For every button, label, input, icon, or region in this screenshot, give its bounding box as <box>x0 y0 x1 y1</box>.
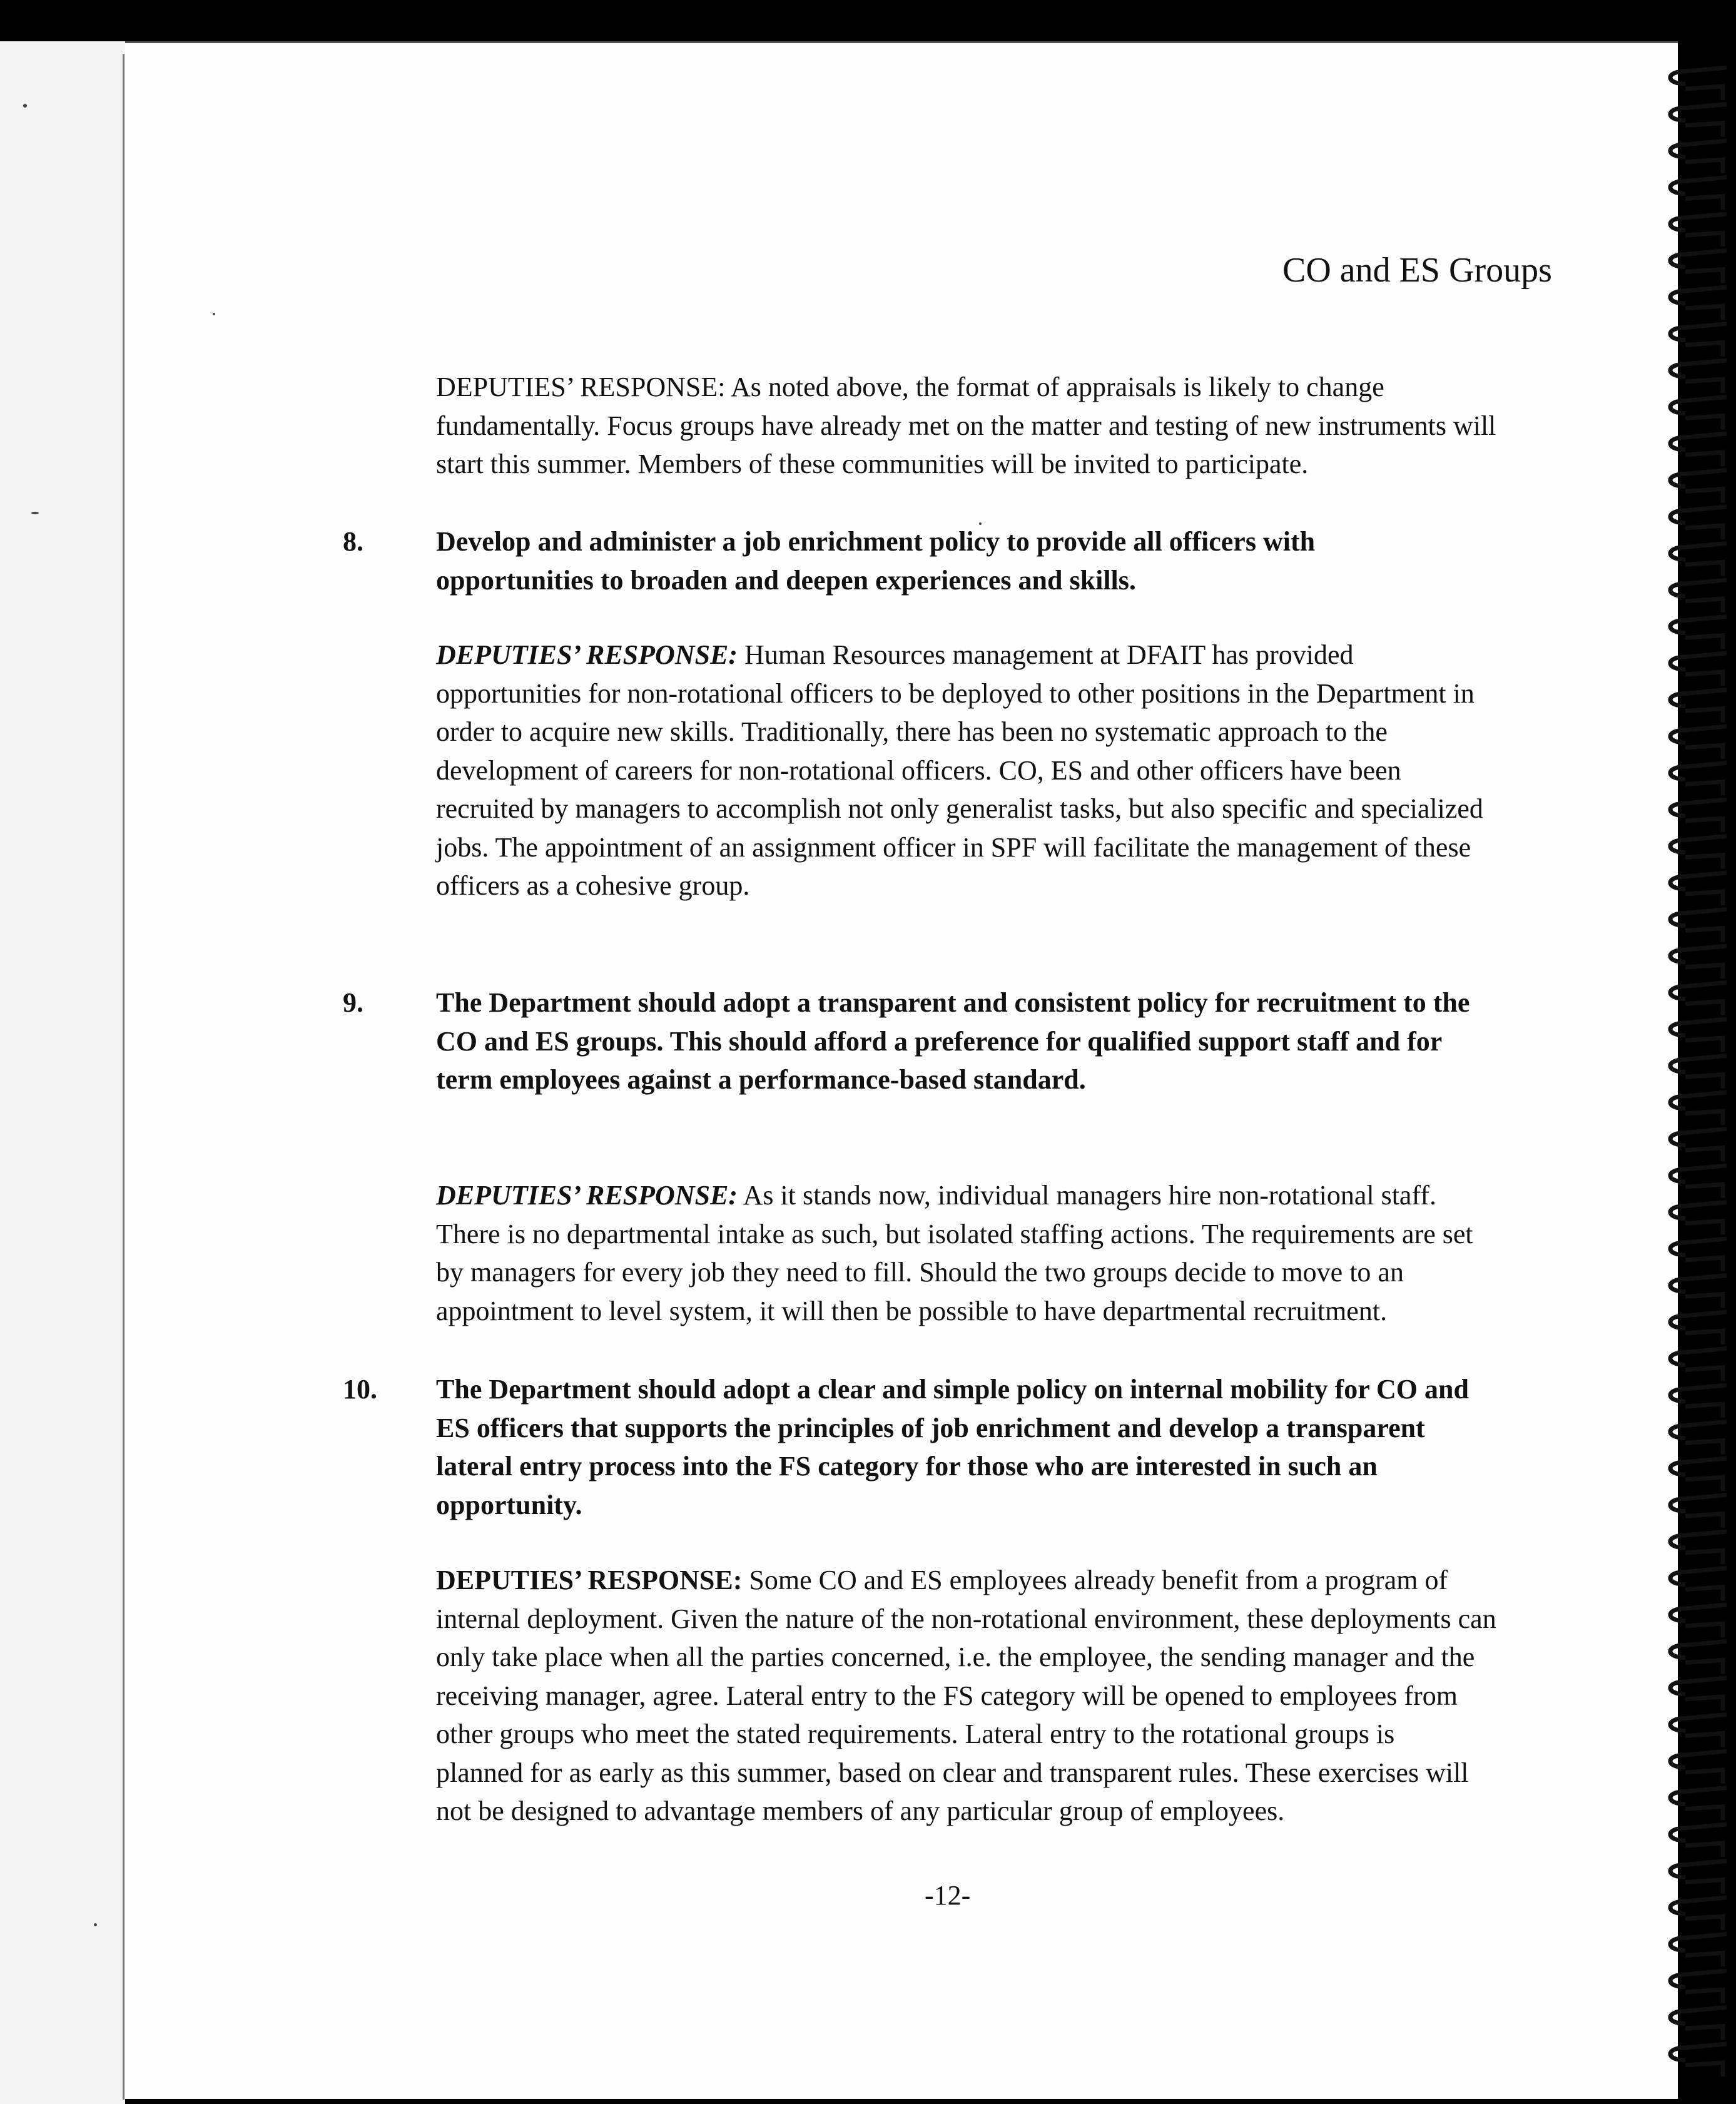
binding-coil <box>1670 287 1727 320</box>
binding-coil <box>1670 1166 1727 1198</box>
text-line: opportunities to broaden and deepen experiences and skills. <box>436 564 1136 596</box>
scan-speck <box>94 1923 97 1926</box>
binding-coil <box>1670 1715 1727 1747</box>
binding-coil <box>1670 360 1727 393</box>
spiral-binding-icon <box>1658 63 1736 2083</box>
response-lead: DEPUTIES’ RESPONSE: <box>436 372 726 402</box>
binding-coil <box>1670 470 1727 503</box>
binding-coil <box>1670 1019 1727 1052</box>
text-line: As noted above, the format of appraisals is likely to change <box>731 372 1384 402</box>
scan-speck <box>213 313 215 315</box>
binding-coil <box>1670 1605 1727 1637</box>
recommendation-number: 8. <box>343 526 363 557</box>
text-line: officers as a cohesive group. <box>436 870 750 901</box>
response-lead: DEPUTIES’ RESPONSE: <box>436 1565 743 1595</box>
binding-coil <box>1670 1532 1727 1564</box>
response-paragraph-2 <box>436 636 1640 905</box>
binding-coil <box>1670 2044 1727 2076</box>
text-line: jobs. The appointment of an assignment officer in SPF will facilitate the management of these <box>436 831 1471 863</box>
text-line: not be designed to advantage members of any particular group of employees. <box>436 1796 1285 1826</box>
text-line: other groups who meet the stated requirements. Lateral entry to the rotational groups is <box>436 1719 1395 1749</box>
binding-coil <box>1670 1458 1727 1491</box>
binding-coil <box>1670 726 1727 759</box>
text-line: ES officers that supports the principles of job enrichment and develop a transparent <box>436 1412 1425 1443</box>
recommendation-number: 9. <box>343 987 363 1018</box>
binding-coil <box>1670 434 1727 466</box>
binding-coil <box>1670 1678 1727 1710</box>
recommendation-number: 10. <box>343 1374 377 1405</box>
text-line: by managers for every job they need to fill. Should the two groups decide to move to an <box>436 1257 1404 1288</box>
text-line: fundamentally. Focus groups have already met on the matter and testing of new instruments will <box>436 410 1496 441</box>
recommendation-9 <box>436 983 1640 1099</box>
binding-coil <box>1670 1312 1727 1344</box>
text-line: There is no departmental intake as such, but isolated staffing actions. The requirements are set <box>436 1218 1473 1249</box>
scan-speck <box>979 522 982 525</box>
text-line: development of careers for non-rotational officers. CO, ES and other officers have been <box>436 755 1401 786</box>
binding-coil <box>1670 910 1727 942</box>
text-line: Develop and administer a job enrichment policy to provide all officers with <box>436 526 1316 557</box>
binding-coil <box>1670 1751 1727 1784</box>
binding-coil <box>1670 1349 1727 1381</box>
text-line: CO and ES groups. This should afford a preference for qualified support staff and for <box>436 1025 1443 1057</box>
binding-coil <box>1670 324 1727 357</box>
binding-coil <box>1670 1385 1727 1418</box>
text-line: start this summer. Members of these communities will be invited to participate. <box>436 449 1309 479</box>
response-lead: DEPUTIES’ RESPONSE: <box>436 639 738 670</box>
response-paragraph-1 <box>436 368 1640 484</box>
recommendation-8 <box>436 522 1640 599</box>
binding-coil <box>1670 397 1727 430</box>
text-line: internal deployment. Given the nature of the non-rotational environment, these deployments can <box>436 1603 1496 1634</box>
text-line: lateral entry process into the FS category for those who are interested in such an <box>436 1451 1378 1481</box>
binding-coil <box>1670 1824 1727 1857</box>
binding-coil <box>1670 104 1727 137</box>
binding-coil <box>1670 580 1727 612</box>
binding-coil <box>1670 1276 1727 1308</box>
page-header: CO and ES Groups <box>1282 251 1552 290</box>
text-line: The Department should adopt a transparent and consistent policy for recruitment to the <box>436 987 1470 1018</box>
binding-coil <box>1670 1092 1727 1125</box>
left-page-edge <box>0 41 125 2104</box>
binding-coil <box>1670 1056 1727 1089</box>
text-line: As it stands now, individual managers hire non-rotational staff. <box>743 1180 1436 1211</box>
binding-coil <box>1670 1422 1727 1455</box>
response-lead: DEPUTIES’ RESPONSE: <box>436 1180 738 1211</box>
text-line: Some CO and ES employees already benefit from a program of <box>749 1565 1448 1595</box>
text-line: opportunities for non-rotational officers to be deployed to other positions in the Department in <box>436 678 1475 709</box>
binding-coil <box>1670 873 1727 905</box>
binding-coil <box>1670 1129 1727 1162</box>
response-paragraph-3 <box>436 1176 1640 1330</box>
text-line: order to acquire new skills. Traditionally, there has been no systematic approach to the <box>436 716 1388 747</box>
page-edge-line <box>123 54 124 2100</box>
binding-coil <box>1670 1239 1727 1271</box>
text-line: appointment to level system, it will then be possible to have departmental recruitment. <box>436 1295 1388 1326</box>
binding-coil <box>1670 178 1727 210</box>
binding-coil <box>1670 1788 1727 1821</box>
binding-coil <box>1670 836 1727 869</box>
text-line: opportunity. <box>436 1489 582 1520</box>
binding-coil <box>1670 983 1727 1015</box>
scan-speck <box>23 104 27 108</box>
binding-coil <box>1670 800 1727 832</box>
binding-coil <box>1670 653 1727 686</box>
page-number: -12- <box>925 1880 971 1911</box>
recommendation-10 <box>436 1370 1640 1524</box>
binding-coil <box>1670 507 1727 539</box>
binding-coil <box>1670 251 1727 283</box>
binding-coil <box>1670 1202 1727 1235</box>
binding-coil <box>1670 2008 1727 2040</box>
text-line: receiving manager, agree. Lateral entry to the FS category will be opened to employees from <box>436 1680 1458 1711</box>
binding-coil <box>1670 690 1727 723</box>
text-line: term employees against a performance-based standard. <box>436 1064 1086 1095</box>
text-line: recruited by managers to accomplish not only generalist tasks, but also specific and specialized <box>436 793 1483 824</box>
binding-coil <box>1670 1568 1727 1601</box>
binding-coil <box>1670 141 1727 173</box>
scan-speck <box>31 512 39 514</box>
binding-coil <box>1670 544 1727 576</box>
binding-coil <box>1670 1495 1727 1528</box>
binding-coil <box>1670 68 1727 100</box>
binding-coil <box>1670 1898 1727 1930</box>
binding-coil <box>1670 617 1727 649</box>
binding-coil <box>1670 1971 1727 2003</box>
binding-coil <box>1670 214 1727 246</box>
binding-coil <box>1670 1861 1727 1894</box>
text-line: The Department should adopt a clear and simple policy on internal mobility for CO and <box>436 1374 1469 1405</box>
text-line: only take place when all the parties concerned, i.e. the employee, the sending manager and the <box>436 1642 1475 1672</box>
binding-coil <box>1670 763 1727 796</box>
response-paragraph-4 <box>436 1561 1640 1831</box>
text-line: Human Resources management at DFAIT has provided <box>744 639 1354 670</box>
binding-coil <box>1670 946 1727 978</box>
binding-coil <box>1670 1934 1727 1967</box>
binding-coil <box>1670 1642 1727 1674</box>
text-line: planned for as early as this summer, based on clear and transparent rules. These exercises will <box>436 1757 1469 1788</box>
